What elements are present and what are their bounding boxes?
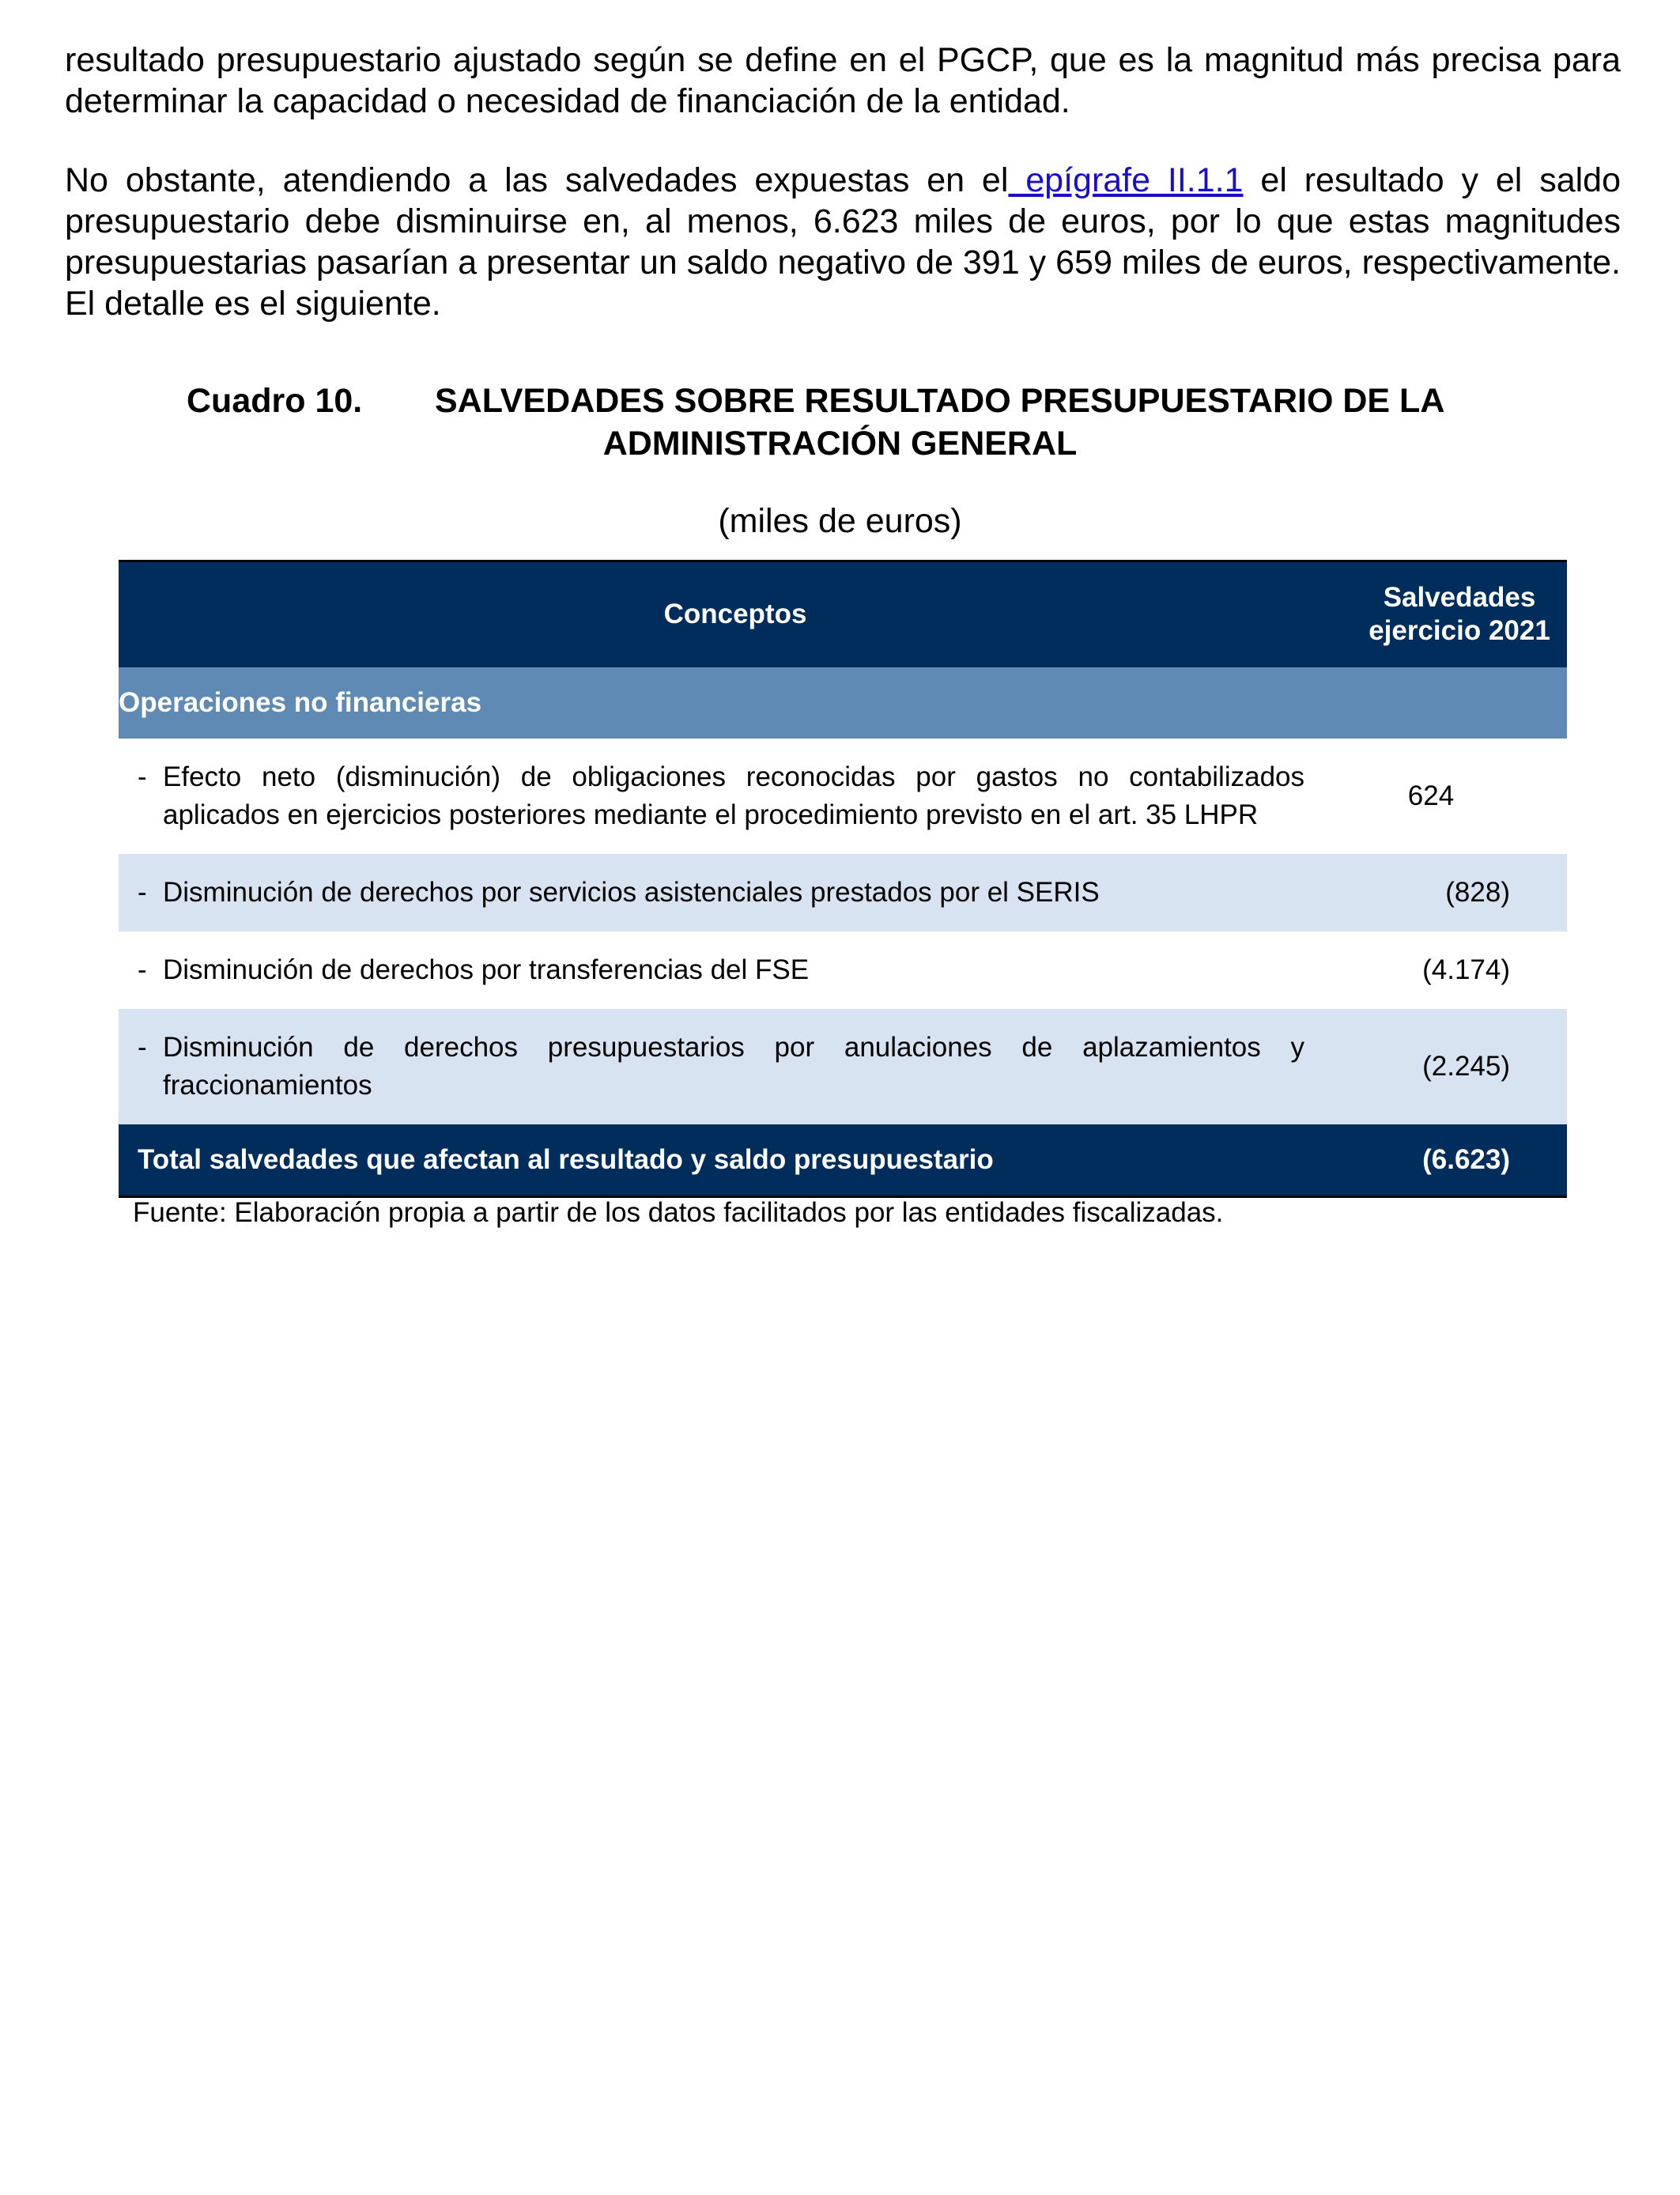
caption-number: Cuadro 10. [187, 382, 363, 420]
row-value: (4.174) [1422, 954, 1510, 985]
total-label: Total salvedades que afectan al resultado y saldo presupuestario [138, 1143, 994, 1175]
row-concept [119, 854, 1352, 931]
row-concept-text: Disminución de derechos presupuestarios por anulaciones de aplazamientos y fraccionamientos [163, 1031, 1304, 1101]
total-row [119, 1124, 1567, 1197]
table-source: Fuente: Elaboración propia a partir de los datos facilitados por las entidades fiscalizadas. [133, 1197, 1224, 1228]
table-row [119, 739, 1567, 854]
paragraph-detail-end: el resultado y el saldo presupuestario debe disminuirse en, al menos, 6.623 miles de euros, por lo que estas magnitudes presupuestarias pasarían a presentar un saldo negativo de 391 y 659 miles de euros, respectivamente. El detalle es el siguiente. [65, 161, 1621, 323]
row-concept [119, 1009, 1352, 1124]
header-salvedades [1352, 561, 1567, 667]
header-concepts: Conceptos [663, 599, 807, 630]
row-dash: - [138, 1031, 147, 1063]
paragraph-intro: resultado presupuestario ajustado según se define en el PGCP, que es la magnitud más precisa para determinar la capacidad o necesidad de financiación de la entidad. [65, 41, 1621, 120]
caption-title-line2: ADMINISTRACIÓN GENERAL [602, 425, 1078, 463]
header-salvedades-line1: Salvedades [1383, 582, 1536, 614]
paragraph-detail-start: No obstante, atendiendo a las salvedades expuestas en el [65, 161, 1009, 199]
row-concept-text: Disminución de derechos por servicios asistenciales prestados por el SERIS [163, 876, 1100, 908]
row-concept-text: Disminución de derechos por transferencias del FSE [163, 954, 810, 985]
table-row [119, 931, 1567, 1009]
row-concept [119, 931, 1352, 1009]
salvedades-table [119, 560, 1567, 1198]
row-concept [119, 739, 1352, 854]
table-header-row [119, 561, 1567, 667]
row-dash: - [138, 876, 147, 908]
row-value: 624 [1407, 780, 1455, 811]
row-concept-text: Efecto neto (disminución) de obligaciones reconocidas por gastos no contabilizados aplicados en ejercicios posteriores mediante el procedimiento previsto en el art. 35 LHPR [163, 761, 1304, 830]
row-dash: - [138, 761, 147, 792]
table-row [119, 854, 1567, 931]
table-row [119, 1009, 1567, 1124]
row-value: (828) [1445, 876, 1510, 908]
total-value: (6.623) [1422, 1143, 1510, 1175]
epigrafe-link[interactable]: epígrafe II.1.1 [1008, 161, 1244, 199]
paragraph-detail [65, 160, 1621, 324]
header-salvedades-line2: ejercicio 2021 [1369, 615, 1550, 647]
caption-title-line1: SALVEDADES SOBRE RESULTADO PRESUPUESTARIO DE LA [435, 382, 1445, 420]
row-dash: - [138, 954, 147, 985]
section-row [119, 667, 1567, 739]
row-value: (2.245) [1422, 1050, 1510, 1082]
table-units: (miles de euros) [718, 502, 962, 540]
section-label: Operaciones no financieras [119, 686, 482, 718]
